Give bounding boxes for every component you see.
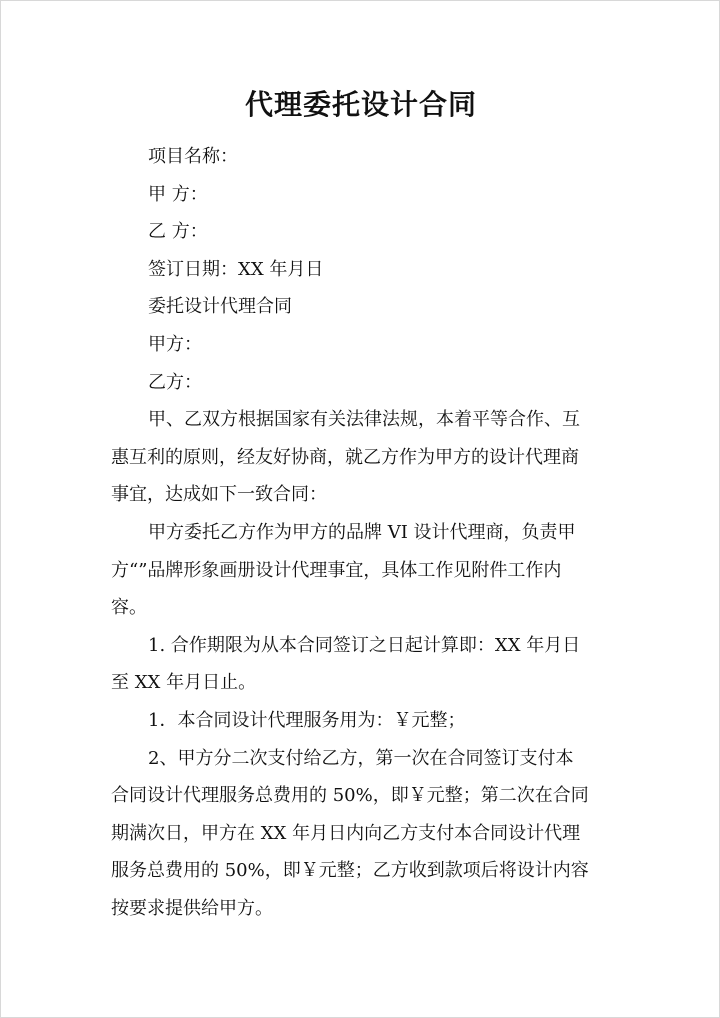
paragraph-line: 1. 合作期限为从本合同签订之日起计算即：XX 年月日 xyxy=(148,634,581,656)
paragraph-line: 1．本合同设计代理服务用为：￥元整； xyxy=(148,709,466,731)
project-name-line: 项目名称： xyxy=(148,146,238,167)
paragraph-line: 事宜，达成如下一致合同： xyxy=(111,484,327,506)
signing-date-line: 签订日期：XX 年月日 xyxy=(148,258,324,280)
party-a-line: 甲 方： xyxy=(148,183,208,205)
paragraph-line: 方“”品牌形象画册设计代理事宜，具体工作见附件工作内 xyxy=(111,559,562,581)
paragraph-line: 服务总费用的 50%，即￥元整；乙方收到款项后将设计内容 xyxy=(111,860,589,882)
party-a-label: 甲方： xyxy=(148,333,202,355)
paragraph-line: 按要求提供给甲方。 xyxy=(111,897,273,919)
paragraph-line: 至 XX 年月日止。 xyxy=(111,672,257,694)
party-b-label: 乙方： xyxy=(148,371,202,393)
subtitle-line: 委托设计代理合同 xyxy=(148,296,292,318)
document-title: 代理委托设计合同 xyxy=(244,88,477,121)
paragraph-line: 甲、乙双方根据国家有关法律法规，本着平等合作、互 xyxy=(148,409,580,431)
paragraph-line: 甲方委托乙方作为甲方的品牌 VI 设计代理商，负责甲 xyxy=(148,521,576,543)
paragraph-line: 惠互利的原则，经友好协商，就乙方作为甲方的设计代理商 xyxy=(111,446,579,468)
paragraph-line: 容。 xyxy=(111,597,147,619)
paragraph-line: 合同设计代理服务总费用的 50%，即￥元整；第二次在合同 xyxy=(111,785,589,807)
party-b-line: 乙 方： xyxy=(148,221,208,243)
paragraph-line: 期满次日，甲方在 XX 年月日内向乙方支付本合同设计代理 xyxy=(111,822,581,844)
paragraph-line: 2、甲方分二次支付给乙方，第一次在合同签订支付本 xyxy=(148,747,574,769)
document-body xyxy=(111,138,616,927)
